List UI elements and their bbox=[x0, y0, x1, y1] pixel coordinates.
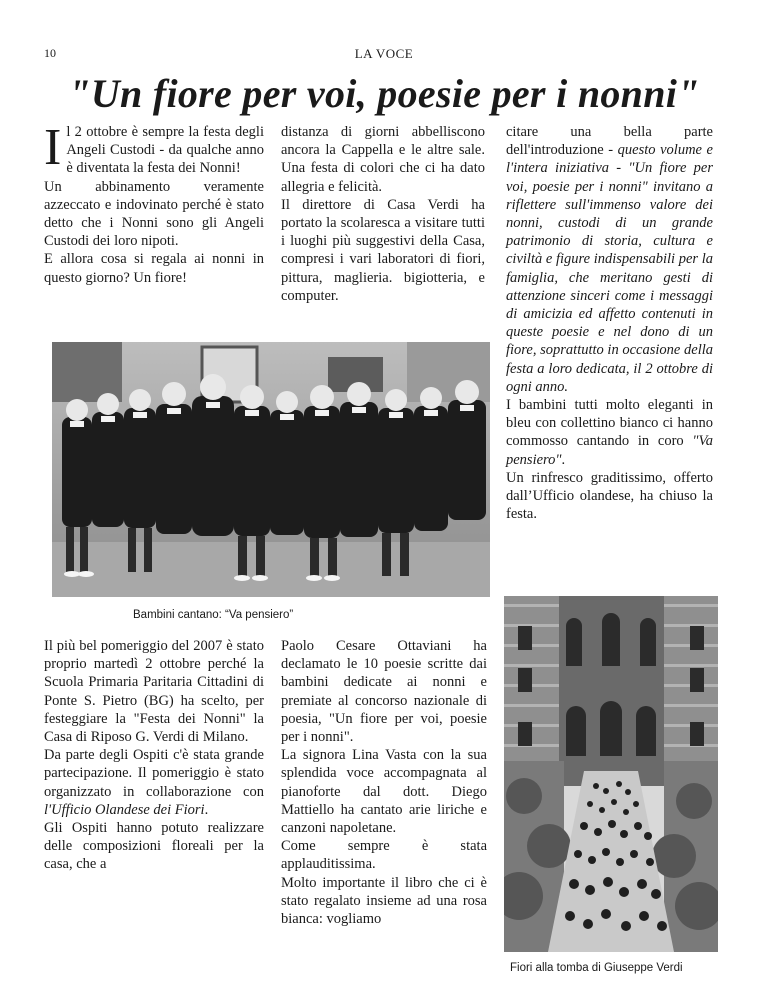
quote-lead: citare una bella parte dell'introduzione - bbox=[506, 124, 713, 159]
right-column bbox=[506, 123, 713, 523]
lower1-p2-end: . bbox=[204, 801, 209, 818]
article-title: "Un fiore per voi, poesie per i nonni" bbox=[68, 71, 700, 116]
lower-column-2 bbox=[281, 637, 487, 928]
lower1-paragraph-1: Il più bel pomeriggio del 2007 è stato proprio martedì 2 ottobre perché la Scuola Primaria Paritaria Cittadini di Ponte S. Pietro (BG) ha scelto, per festeggiare la "Festa dei Nonni" la Casa di Riposo G. Verdi di Milano. bbox=[44, 638, 264, 746]
lower1-p2-text: Da parte degli Ospiti c'è stata grande partecipazione. Il pomeriggio è stato organizzato in collaborazione con bbox=[44, 747, 264, 800]
intro-paragraph-1: l 2 ottobre è sempre la festa degli Angeli Custodi - da qualche anno è diventata la festa dei Nonni! bbox=[66, 124, 264, 177]
lower2-paragraph-4: Molto importante il libro che ci è stato regalato insieme ad una rosa bianca: vogliamo bbox=[281, 874, 487, 928]
song-title: "Va pensiero" bbox=[506, 433, 713, 468]
lower1-paragraph-2 bbox=[44, 746, 264, 819]
page-number: 10 bbox=[44, 46, 56, 60]
refreshment-paragraph: Un rinfresco graditissimo, offerto dall’Ufficio olandese, ha chiuso la festa. bbox=[506, 469, 713, 523]
intro-paragraph-2: Un abbinamento veramente azzeccato e indovinato perché è stato detto che i Nonni sono gli Angeli Custodi dei loro nipoti. bbox=[44, 178, 264, 250]
lower2-paragraph-3: Come sempre è stata applauditissima. bbox=[281, 838, 487, 873]
photo1-caption: Bambini cantano: “Va pensiero” bbox=[133, 609, 294, 621]
lower2-paragraph-1: Paolo Cesare Ottaviani ha declamato le 10 poesie scritte dai bambini dedicate ai nonni e premiate al concorso nazionale di poesia, "Un fiore per voi, poesie per i nonni". bbox=[281, 638, 487, 746]
children-text: I bambini tutti molto eleganti in bleu con collettino bianco ci hanno commosso cantando in coro bbox=[506, 397, 713, 450]
children-singing-photo bbox=[52, 342, 490, 597]
intro-column-1 bbox=[44, 119, 264, 287]
column2-paragraph-2: Il direttore di Casa Verdi ha portato la scolaresca a visitare tutti i luoghi più suggestivi della Casa, compresi i vari laboratori di fiori, pittura, maglieria. bigiotteria, e computer. bbox=[281, 196, 485, 304]
column2-paragraph-1: distanza di giorni abbelliscono ancora la Cappella e le altre sale. Una festa di colori che ci ha dato allegria e felicità. bbox=[281, 124, 485, 195]
photo2-caption: Fiori alla tomba di Giuseppe Verdi bbox=[510, 962, 683, 974]
children-paragraph bbox=[506, 396, 713, 469]
drop-cap: I bbox=[44, 119, 62, 176]
children-end: . bbox=[561, 451, 566, 468]
intro-paragraph-3: E allora cosa si regala ai nonni in questo giorno? Un fiore! bbox=[44, 251, 264, 286]
lower-column-1 bbox=[44, 637, 264, 874]
quote-paragraph bbox=[506, 123, 713, 396]
lower2-paragraph-2: La signora Lina Vasta con la sua splendida voce accompagnata al pianoforte dal dott. Diego Mattiello ha cantato arie liriche e canzoni napoletane. bbox=[281, 747, 487, 837]
lower1-paragraph-3: Gli Ospiti hanno potuto realizzare delle composizioni floreali per la casa, che a bbox=[44, 820, 264, 873]
running-header: LA VOCE bbox=[354, 46, 414, 61]
intro-column-2 bbox=[281, 123, 485, 305]
dutch-flower-office: l'Ufficio Olandese dei Fiori bbox=[44, 801, 205, 818]
introduction-quote: questo volume e l'intera iniziativa - "Un fiore per voi, poesie per i nonni" invitano a riflettere sull'immenso valore dei nonni, custodi di un grande patrimonio di storia, cultura e civiltà e figure indispensabili per la famiglia, che meritano gesti di attenzione sinceri come i messaggi di amicizia ed affetto contenuti in queste poesie e nel dono di un fiore, soprattutto in occasione della festa a loro dedicata, il 2 ottobre di ogni anno. bbox=[506, 142, 713, 395]
verdi-tomb-photo bbox=[504, 596, 718, 952]
